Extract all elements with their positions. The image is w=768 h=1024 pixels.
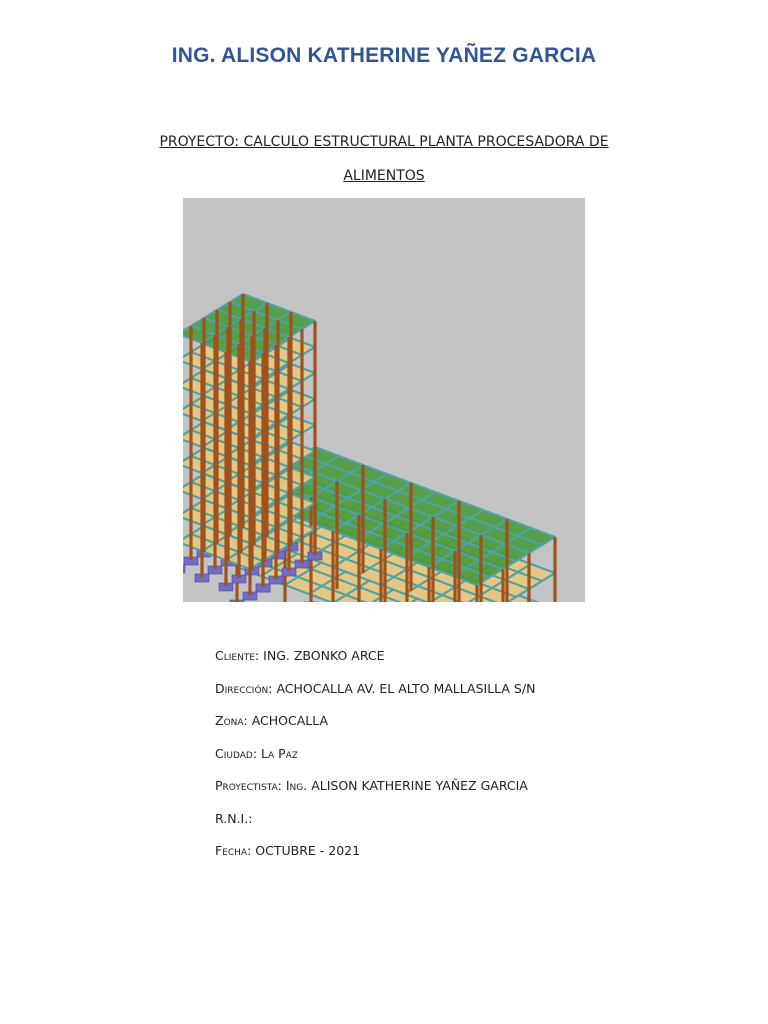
structural-model-image <box>183 198 585 602</box>
designer-line: Proyectista: Ing. ALISON KATHERINE YAÑEZ GARCIA <box>215 778 528 793</box>
city-line: Ciudad: La Paz <box>215 745 298 761</box>
project-info <box>215 640 535 868</box>
author-title: ING. ALISON KATHERINE YAÑEZ GARCIA <box>171 44 597 67</box>
project-title-line-1: PROYECTO: CALCULO ESTRUCTURAL PLANTA PROCESADORA DE <box>159 134 609 150</box>
date-line: Fecha: OCTUBRE - 2021 <box>215 843 361 858</box>
project-title-line-2: ALIMENTOS <box>343 168 425 184</box>
footing <box>183 565 185 573</box>
rni-line: R.N.I.: <box>215 810 253 826</box>
zone-line: Zona: ACHOCALLA <box>215 713 329 728</box>
3d-structural-model-icon <box>183 198 585 602</box>
address-line: Dirección: ACHOCALLA AV. EL ALTO MALLASILLA S/N <box>215 680 536 696</box>
client-line: Cliente: ING. ZBONKO ARCE <box>215 648 385 663</box>
